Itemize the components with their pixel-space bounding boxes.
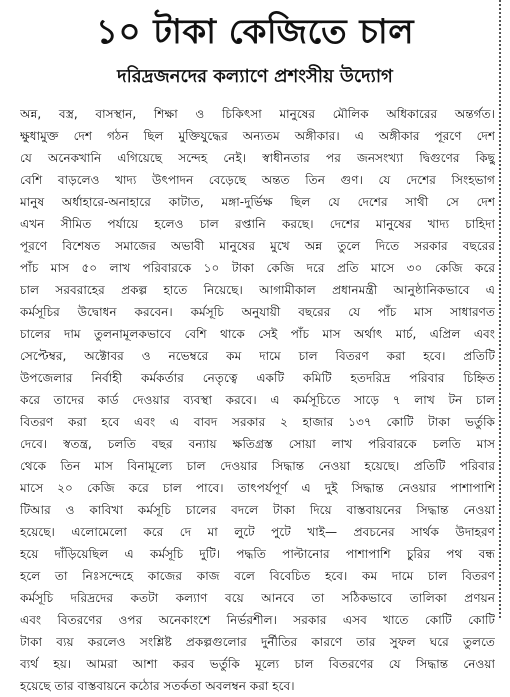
body-line: এখন সীমিত পর্যায়ে হলেও চাল রপ্তানি করছে। দেশের মানুষের খাদ্য চাহিদা	[20, 217, 495, 231]
article-body	[20, 103, 495, 697]
body-line: মানুষ অর্ধাহারে-অনাহারে কাটাত, মঙ্গা-দুর্ভিক্ষ ছিল যে দেশের সাথী সে দেশ	[20, 195, 495, 209]
body-line: হয়ে দাঁড়িয়েছিল এ কর্মসূচি দুটি। পদ্ধতি পাল্টানোর পাশাপাশি চুরির পথ বন্ধ	[20, 547, 495, 561]
body-line: দেবে। স্বতন্ত্র, চলতি বছর বন্যায় ক্ষতিগ্রস্ত সোয়া লাখ পরিবারকে চলতি মাস	[20, 437, 495, 451]
body-line: থেকে তিন মাস বিনামূল্যে চাল দেওয়ার সিদ্ধান্ত নেওয়া হয়েছে। প্রতিটি পরিবার	[20, 459, 495, 473]
body-line: হলে তা নিঃসন্দেহে কাজের কাজ বলে বিবেচিত হবে। কম দামে চাল বিতরণ	[20, 569, 495, 583]
body-line: হয়েছে তার বাস্তবায়নে কঠোর সতর্কতা অবলম্বন করা হবে।	[20, 679, 295, 693]
body-line: টিআর ও কাবিখা কর্মসূচি চালের বদলে টাকা দিয়ে বাস্তবায়নের সিদ্ধান্ত নেওয়া	[20, 503, 495, 517]
body-line: পূরণে বিশেষত সমাজের অভাবী মানুষের মুখে অন্ন তুলে দিতে সরকার বছরের	[20, 239, 495, 253]
body-line: ব্যর্থ হয়। আমরা আশা করব ভর্তুকি মূল্যে চাল বিতরণের যে সিদ্ধান্ত নেওয়া	[20, 657, 495, 671]
body-line: বিতরণ করা হবে এবং এ বাবদ সরকার ২ হাজার ১৩৭ কোটি টাকা ভর্তুকি	[20, 415, 495, 429]
body-line: করে তাদের কার্ড দেওয়ার ব্যবস্থা করবে। এ কর্মসূচিতে সাড়ে ৭ লাখ টন চাল	[20, 393, 495, 407]
column-divider	[499, 0, 501, 618]
body-line: উপজেলার নির্বাহী কর্মকর্তার নেতৃত্বে একটি কমিটি হতদরিদ্র পরিবার চিহ্নিত	[20, 371, 495, 385]
body-line: এবং বিতরণের ওপর অনেকাংশে নির্ভরশীল। সরকার এসব খাতে কোটি কোটি	[20, 613, 495, 627]
body-line: মাসে ২০ কেজি করে চাল পাবে। তাৎপর্যপূর্ণ এ দুই সিদ্ধান্ত নেওয়ার পাশাপাশি	[20, 481, 495, 495]
body-line: হয়েছে। এলোমেলো করে দে মা লুটে পুটে খাই— প্রবচনের সার্থক উদাহরণ	[20, 525, 495, 539]
body-line: কর্মসূচির উদ্বোধন করবেন। কর্মসূচি অনুযায়ী বছরের যে পাঁচ মাস সাধারণত	[20, 305, 495, 319]
body-line: বেশি বাড়লেও খাদ্য উৎপাদন বেড়েছে অন্তত তিন গুণ। যে দেশের সিংহভাগ	[20, 173, 495, 187]
body-line: কর্মসূচি দরিদ্রদের কতটা কল্যাণ বয়ে আনবে তা সঠিকভাবে তালিকা প্রণয়ন	[20, 591, 495, 605]
body-line: চালের দাম তুলনামূলকভাবে বেশি থাকে সেই পাঁচ মাস অর্থাৎ মার্চ, এপ্রিল এবং	[20, 327, 495, 341]
body-line: অন্ন, বস্ত্র, বাসস্থান, শিক্ষা ও চিকিৎসা মানুষের মৌলিক অধিকারের অন্তর্গত।	[20, 107, 495, 121]
body-line: সেপ্টেম্বর, অক্টোবর ও নভেম্বরে কম দামে চাল বিতরণ করা হবে। প্রতিটি	[20, 349, 495, 363]
subheadline: দরিদ্রজনদের কল্যাণে প্রশংসীয় উদ্যোগ	[117, 66, 393, 87]
body-line: পাঁচ মাস ৫০ লাখ পরিবারকে ১০ টাকা কেজি দরে প্রতি মাসে ৩০ কেজি করে	[20, 261, 495, 275]
body-line: চাল সরবরাহের প্রকল্প হাতে নিয়েছে। আগামীকাল প্রধানমন্ত্রী আনুষ্ঠানিকভাবে এ	[20, 283, 495, 297]
body-line: যে অনেকখানি এগিয়েছে সন্দেহ নেই। স্বাধীনতার পর জনসংখ্যা দ্বিগুণের কিছু	[20, 151, 495, 165]
headline: ১০ টাকা কেজিতে চাল	[95, 12, 415, 52]
body-line: টাকা ব্যয় করলেও সংশ্লিষ্ট প্রকল্পগুলোর দুর্নীতির কারণে তার সুফল ঘরে তুলতে	[20, 635, 495, 649]
body-line: ক্ষুধামুক্ত দেশ গঠন ছিল মুক্তিযুদ্ধের অন্যতম অঙ্গীকার। এ অঙ্গীকার পূরণে দেশ	[20, 129, 495, 143]
